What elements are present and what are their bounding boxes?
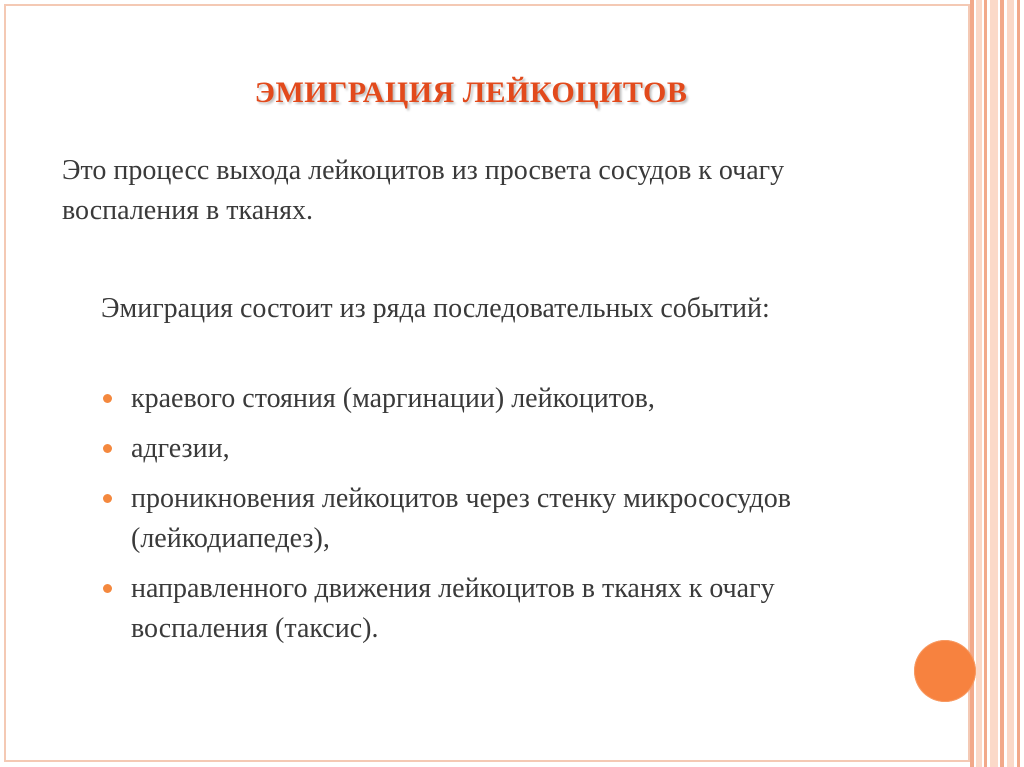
list-item-text: проникновения лейкоцитов через стенку микрососудов (лейкодиапедез), [131,483,792,554]
circle-icon [914,640,976,702]
list-item [101,479,901,559]
stripe [984,0,987,767]
dot-bullet-icon [103,584,112,593]
stripe [1007,0,1014,767]
list-item-text: краевого стояния (маргинации) лейкоцитов, [131,383,655,414]
decorative-stripes [970,0,1024,767]
stripe [990,0,998,767]
list-item [101,379,901,419]
intro-paragraph: Это процесс выхода лейкоцитов из просвета сосудов к очагу воспаления в тканях. [62,155,785,226]
dot-bullet-icon [103,444,112,453]
lead-paragraph: Эмиграция состоит из ряда последовательных событий: [101,293,770,324]
list-item-text: направленного движения лейкоцитов в тканях к очагу воспаления (таксис). [131,573,775,644]
stripe [970,0,974,767]
dot-bullet-icon [103,494,112,503]
event-list [101,379,901,659]
stripe [1017,0,1020,767]
slide-title: ЭМИГРАЦИЯ ЛЕЙКОЦИТОВ [254,76,688,109]
list-item [101,429,901,469]
list-item [101,569,901,649]
stripe [976,0,982,767]
stripe [1000,0,1004,767]
list-item-text: адгезии, [131,433,230,464]
dot-bullet-icon [103,394,112,403]
